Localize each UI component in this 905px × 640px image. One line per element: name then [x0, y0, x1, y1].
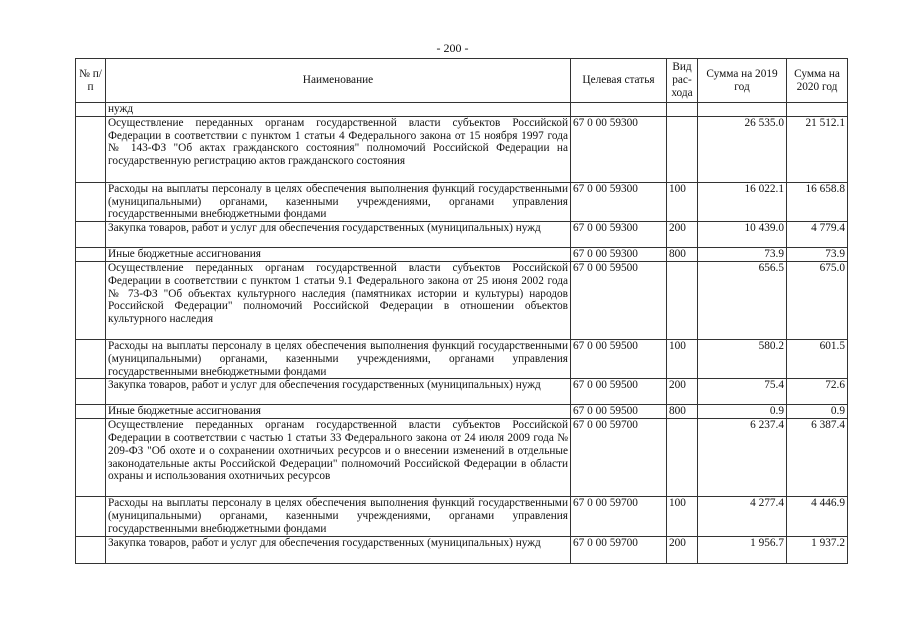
row-target-code: 67 0 00 59500 — [571, 379, 667, 405]
row-name: Закупка товаров, работ и услуг для обеспечения государственных (муниципальных) нужд — [106, 222, 571, 248]
row-sum-2019: 1 956.7 — [698, 536, 787, 563]
table-row — [76, 248, 848, 262]
header-code: Целевая статья — [571, 59, 667, 103]
row-target-code: 67 0 00 59500 — [571, 405, 667, 419]
row-number — [76, 379, 106, 405]
row-name: Закупка товаров, работ и услуг для обеспечения государственных (муниципальных) нужд — [106, 536, 571, 563]
row-name: Расходы на выплаты персоналу в целях обеспечения выполнения функций государственными (муниципальными) органами, казенными учреждениями, органами управления государственными внебюджетными фондами — [106, 339, 571, 378]
table-row — [76, 103, 848, 117]
row-sum-2020: 1 937.2 — [787, 536, 848, 563]
table-row — [76, 536, 848, 563]
row-sum-2019: 16 022.1 — [698, 182, 787, 221]
row-sum-2019: 73.9 — [698, 248, 787, 262]
row-sum-2019: 6 237.4 — [698, 419, 787, 497]
row-sum-2020: 4 779.4 — [787, 222, 848, 248]
row-sum-2019: 656.5 — [698, 261, 787, 339]
table-row — [76, 497, 848, 536]
header-type: Вид рас-хода — [667, 59, 698, 103]
row-number — [76, 419, 106, 497]
row-expense-type: 200 — [667, 222, 698, 248]
row-sum-2019: 4 277.4 — [698, 497, 787, 536]
row-number — [76, 248, 106, 262]
table-row — [76, 116, 848, 182]
table-row — [76, 339, 848, 378]
header-name: Наименование — [106, 59, 571, 103]
row-number — [76, 405, 106, 419]
row-sum-2020: 16 658.8 — [787, 182, 848, 221]
row-expense-type: 800 — [667, 248, 698, 262]
row-sum-2020: 6 387.4 — [787, 419, 848, 497]
row-name: Осуществление переданных органам государственной власти субъектов Российской Федерации в соответствии с частью 1 статьи 33 Федерального закона от 24 июля 2009 года № 209-ФЗ "Об охоте и о сохранении охотничьих ресурсов и о внесении изменений в отдельные законодательные акты Российской Федерации" полномочий Российской Федерации в области охраны и использования охотничьих ресурсов — [106, 419, 571, 497]
row-target-code: 67 0 00 59500 — [571, 339, 667, 378]
row-expense-type: 800 — [667, 405, 698, 419]
row-target-code: 67 0 00 59300 — [571, 248, 667, 262]
row-number — [76, 261, 106, 339]
table-row — [76, 261, 848, 339]
row-number — [76, 182, 106, 221]
row-target-code: 67 0 00 59300 — [571, 222, 667, 248]
header-sum-2020: Сумма на 2020 год — [787, 59, 848, 103]
row-expense-type: 200 — [667, 536, 698, 563]
row-sum-2019: 26 535.0 — [698, 116, 787, 182]
row-sum-2020: 4 446.9 — [787, 497, 848, 536]
row-sum-2020: 21 512.1 — [787, 116, 848, 182]
table-body — [76, 103, 848, 564]
row-sum-2020: 675.0 — [787, 261, 848, 339]
row-sum-2019: 75.4 — [698, 379, 787, 405]
row-expense-type: 100 — [667, 339, 698, 378]
row-target-code: 67 0 00 59700 — [571, 497, 667, 536]
row-expense-type: 100 — [667, 497, 698, 536]
row-expense-type — [667, 419, 698, 497]
row-name: Иные бюджетные ассигнования — [106, 405, 571, 419]
row-number — [76, 116, 106, 182]
table-row — [76, 182, 848, 221]
row-sum-2020 — [787, 103, 848, 117]
row-expense-type — [667, 261, 698, 339]
row-sum-2019: 0.9 — [698, 405, 787, 419]
header-num: № п/п — [76, 59, 106, 103]
row-sum-2020: 0.9 — [787, 405, 848, 419]
table-row — [76, 405, 848, 419]
row-sum-2019 — [698, 103, 787, 117]
row-sum-2020: 73.9 — [787, 248, 848, 262]
row-sum-2019: 580.2 — [698, 339, 787, 378]
row-target-code: 67 0 00 59300 — [571, 116, 667, 182]
row-expense-type: 200 — [667, 379, 698, 405]
row-name: Осуществление переданных органам государственной власти субъектов Российской Федерации в соответствии с пунктом 1 статьи 9.1 Федерального закона от 25 июня 2002 года № 73-ФЗ "Об объектах культурного наследия (памятниках истории и культуры) народов Российской Федерации" полномочий Российской Федерации в отношении объектов культурного наследия — [106, 261, 571, 339]
row-name: Иные бюджетные ассигнования — [106, 248, 571, 262]
page-number: - 200 - — [436, 41, 469, 55]
row-sum-2019: 10 439.0 — [698, 222, 787, 248]
row-expense-type: 100 — [667, 182, 698, 221]
row-target-code: 67 0 00 59500 — [571, 261, 667, 339]
row-name: Осуществление переданных органам государственной власти субъектов Российской Федерации в соответствии с пунктом 1 статьи 4 Федерального закона от 15 ноября 1997 года № 143-ФЗ "Об актах гражданского состояния" полномочий Российской Федерации на государственную регистрацию актов гражданского состояния — [106, 116, 571, 182]
row-sum-2020: 72.6 — [787, 379, 848, 405]
row-number — [76, 497, 106, 536]
table-row — [76, 419, 848, 497]
row-expense-type — [667, 103, 698, 117]
table-row — [76, 222, 848, 248]
row-target-code: 67 0 00 59700 — [571, 536, 667, 563]
row-expense-type — [667, 116, 698, 182]
row-number — [76, 536, 106, 563]
row-name: Закупка товаров, работ и услуг для обеспечения государственных (муниципальных) нужд — [106, 379, 571, 405]
header-sum-2019: Сумма на 2019 год — [698, 59, 787, 103]
row-name: Расходы на выплаты персоналу в целях обеспечения выполнения функций государственными (муниципальными) органами, казенными учреждениями, органами управления государственными внебюджетными фондами — [106, 182, 571, 221]
row-target-code — [571, 103, 667, 117]
row-target-code: 67 0 00 59700 — [571, 419, 667, 497]
row-number — [76, 103, 106, 117]
budget-table — [75, 58, 848, 564]
row-number — [76, 222, 106, 248]
row-number — [76, 339, 106, 378]
table-row — [76, 379, 848, 405]
row-name: нужд — [106, 103, 571, 117]
table-header-row — [76, 59, 848, 103]
row-name: Расходы на выплаты персоналу в целях обеспечения выполнения функций государственными (муниципальными) органами, казенными учреждениями, органами управления государственными внебюджетными фондами — [106, 497, 571, 536]
row-sum-2020: 601.5 — [787, 339, 848, 378]
row-target-code: 67 0 00 59300 — [571, 182, 667, 221]
